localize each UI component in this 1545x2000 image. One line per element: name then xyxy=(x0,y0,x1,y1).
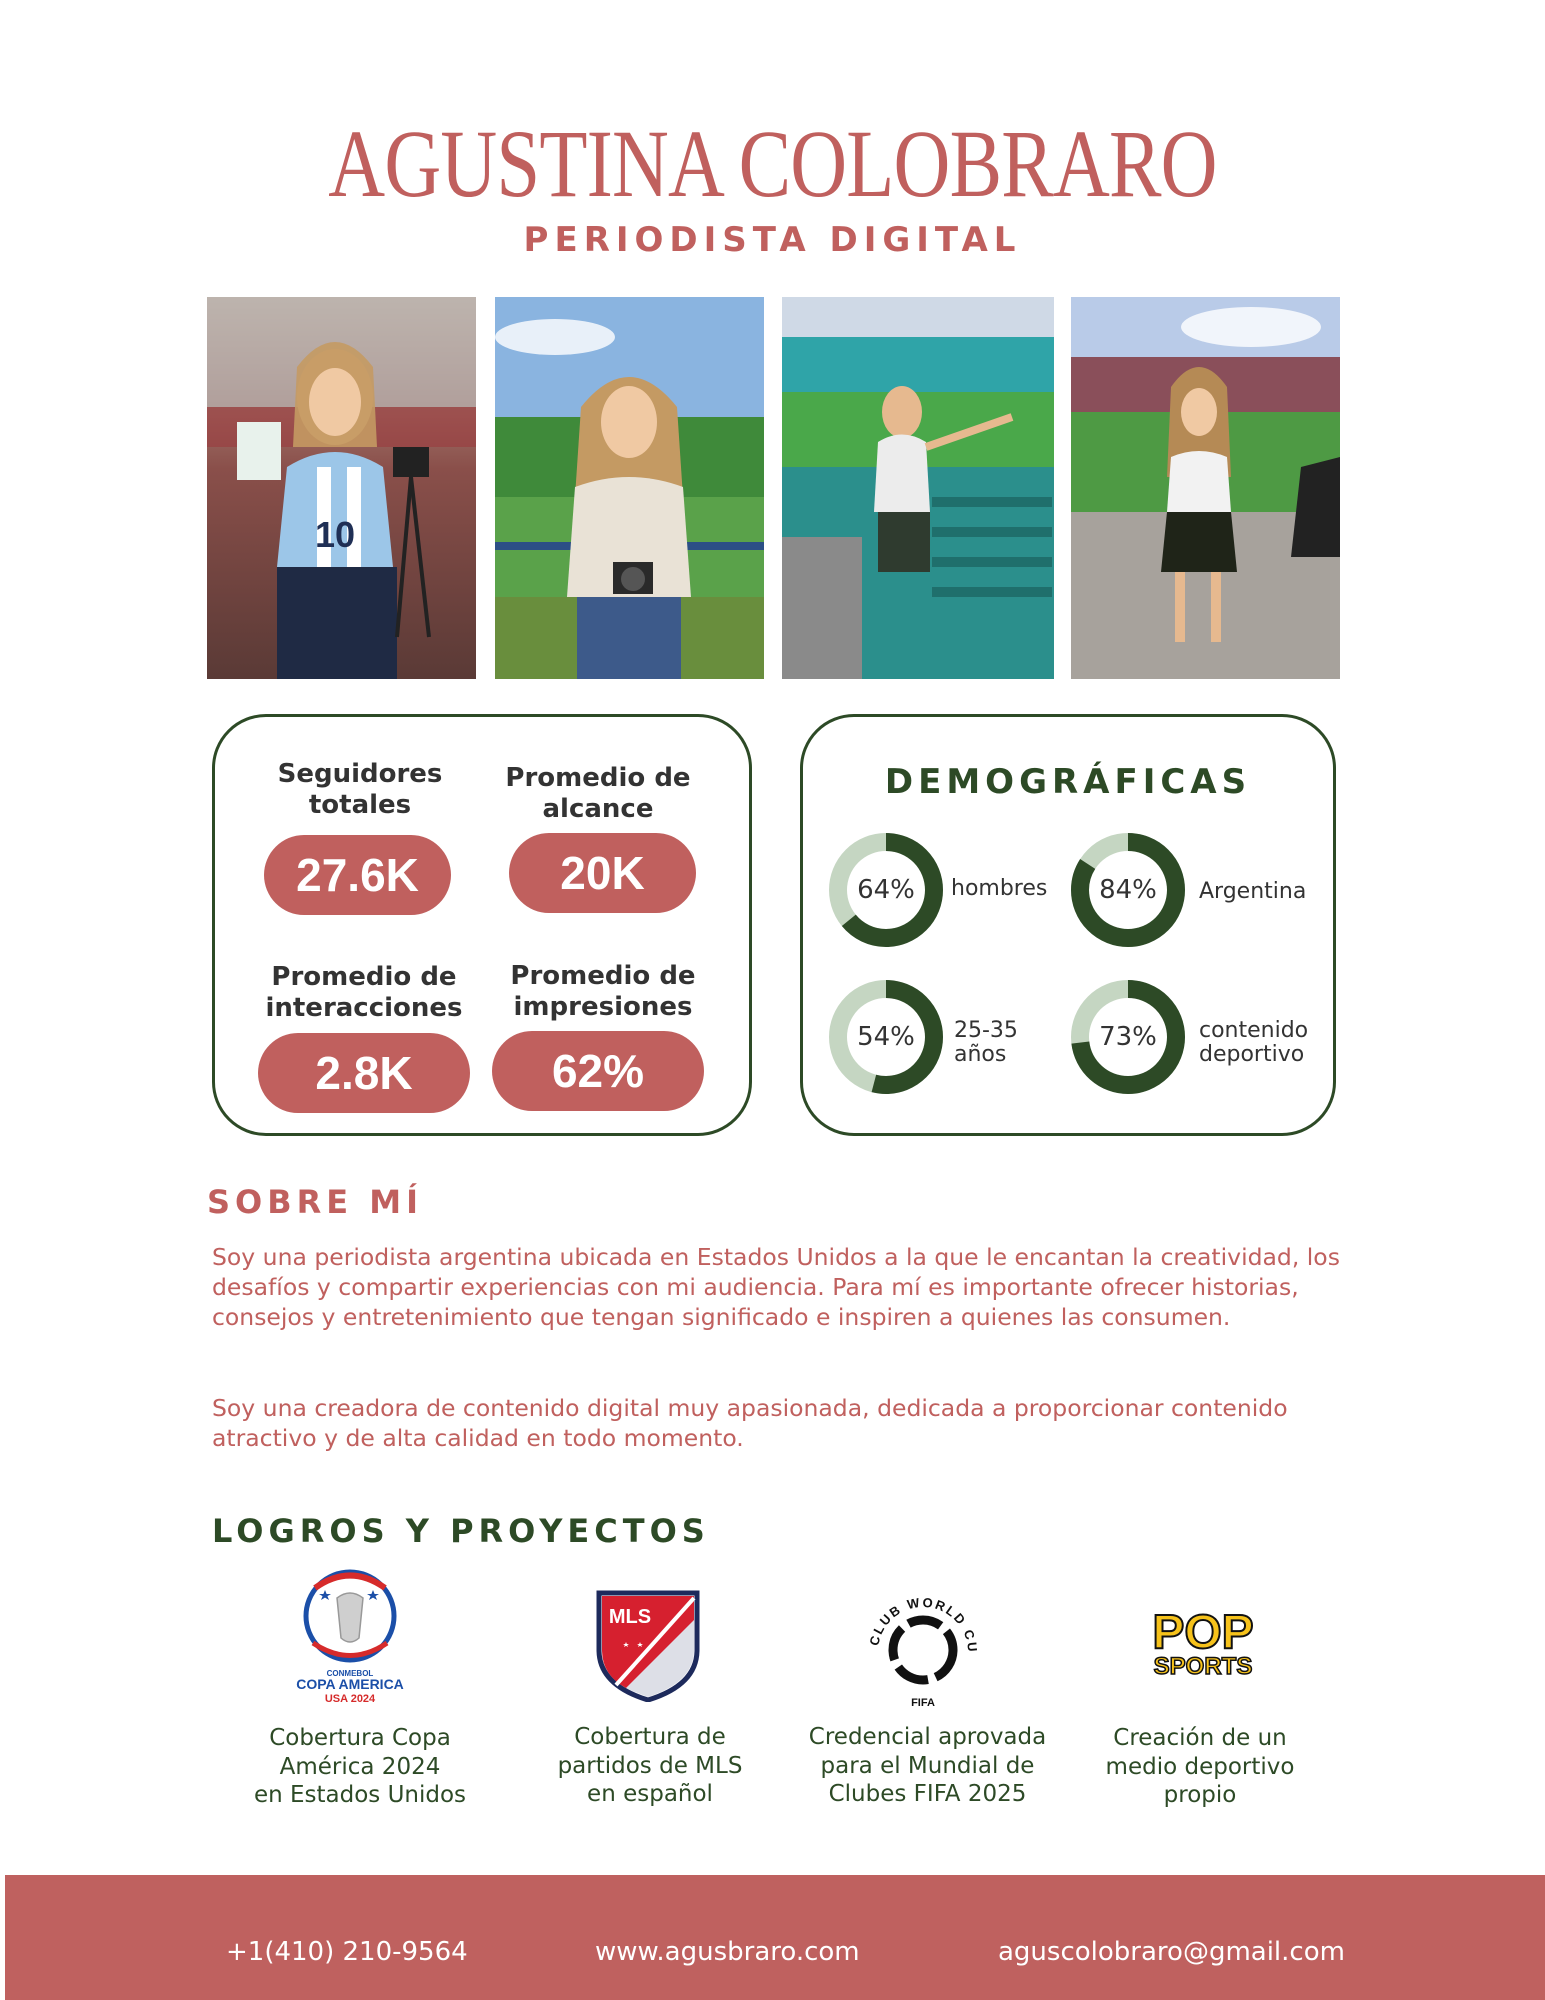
phone-link[interactable]: +1(410) 210-9564 xyxy=(226,1937,468,1967)
subtitle-role: PERIODISTA DIGITAL xyxy=(523,220,1022,260)
donut-label: Argentina xyxy=(1199,879,1307,904)
donut-label: hombres xyxy=(951,876,1048,901)
caption-line: Cobertura Copa xyxy=(269,1725,451,1751)
copa-america-logo xyxy=(285,1568,415,1708)
mls-logo xyxy=(596,1590,700,1702)
caption-line: Creación de un xyxy=(1113,1725,1287,1751)
photo-journalist-argentina-jersey xyxy=(207,297,476,679)
contact-footer xyxy=(5,1875,1545,2000)
achievement-caption xyxy=(535,1723,765,1809)
achievement-caption xyxy=(795,1723,1060,1809)
caption-line: Cobertura de xyxy=(574,1724,726,1750)
logo-text: FIFA xyxy=(911,1697,935,1709)
achievement-caption xyxy=(1090,1724,1310,1810)
caption-line: propio xyxy=(1163,1782,1237,1808)
about-heading: SOBRE MÍ xyxy=(207,1183,424,1221)
page-title: AGUSTINA COLOBRARO xyxy=(328,110,1217,217)
donut-value: 64% xyxy=(857,875,915,905)
donut-value: 84% xyxy=(1099,875,1157,905)
caption-line: en español xyxy=(587,1781,713,1807)
pop-sports-logo xyxy=(1145,1602,1265,1682)
logo-text: CLUB WORLD CU xyxy=(866,1594,981,1655)
donut-value: 73% xyxy=(1099,1022,1157,1052)
stat-label-interactions: Promedio de interacciones xyxy=(265,962,463,1023)
stat-value-interactions: 2.8K xyxy=(258,1033,470,1113)
about-paragraph: Soy una periodista argentina ubicada en Estados Unidos a la que le encantan la creatividad, los desafíos y compartir experiencias con mi audiencia. Para mí es importante ofrecer historias, consejos y entretenimiento que tengan significado e inspiren a quienes las consumen. xyxy=(212,1243,1340,1331)
donut-value: 54% xyxy=(857,1022,915,1052)
about-paragraph: Soy una creadora de contenido digital muy apasionada, dedicada a proporcionar contenido atractivo y de alta calidad en todo momento. xyxy=(212,1394,1288,1452)
caption-line: para el Mundial de xyxy=(820,1752,1035,1779)
caption-line: Clubes FIFA 2025 xyxy=(828,1781,1027,1807)
stat-label-reach: Promedio de alcance xyxy=(505,763,691,824)
svg-text:10: 10 xyxy=(314,514,356,555)
club-world-cup-logo xyxy=(858,1580,988,1710)
caption-line: América 2024 xyxy=(279,1753,441,1780)
logo-text: MLS xyxy=(608,1606,652,1628)
donut-label: 25-35 años xyxy=(954,1018,1018,1067)
logo-text: POP xyxy=(1152,1606,1254,1659)
logo-text: USA 2024 xyxy=(324,1693,376,1705)
website-link[interactable]: www.agusbraro.com xyxy=(595,1937,860,1967)
caption-line: en Estados Unidos xyxy=(253,1782,467,1808)
caption-line: medio deportivo xyxy=(1105,1753,1295,1780)
photo-journalist-camera-field xyxy=(495,297,764,679)
stat-value-followers: 27.6K xyxy=(264,835,451,915)
stat-value-impressions: 62% xyxy=(492,1031,704,1111)
logo-text: CONMEBOL xyxy=(326,1669,374,1678)
caption-line: partidos de MLS xyxy=(557,1752,743,1779)
logo-text: SPORTS xyxy=(1153,1653,1253,1680)
logo-text: COPA AMERICA xyxy=(296,1676,404,1692)
photo-journalist-stadium-stands xyxy=(782,297,1054,679)
donut-label: contenido deportivo xyxy=(1199,1018,1309,1067)
email-link[interactable]: aguscolobraro@gmail.com xyxy=(998,1937,1345,1967)
achievement-caption xyxy=(230,1724,490,1810)
achievements-heading: LOGROS Y PROYECTOS xyxy=(212,1512,710,1550)
stat-value-reach: 20K xyxy=(509,833,696,913)
photo-journalist-stadium-terrace xyxy=(1071,297,1340,679)
caption-line: Credencial aprovada xyxy=(808,1724,1047,1750)
demographics-title: DEMOGRÁFICAS xyxy=(884,762,1252,802)
stat-label-impressions: Promedio de impresiones xyxy=(510,961,696,1022)
stat-label-followers: Seguidores totales xyxy=(277,759,443,820)
